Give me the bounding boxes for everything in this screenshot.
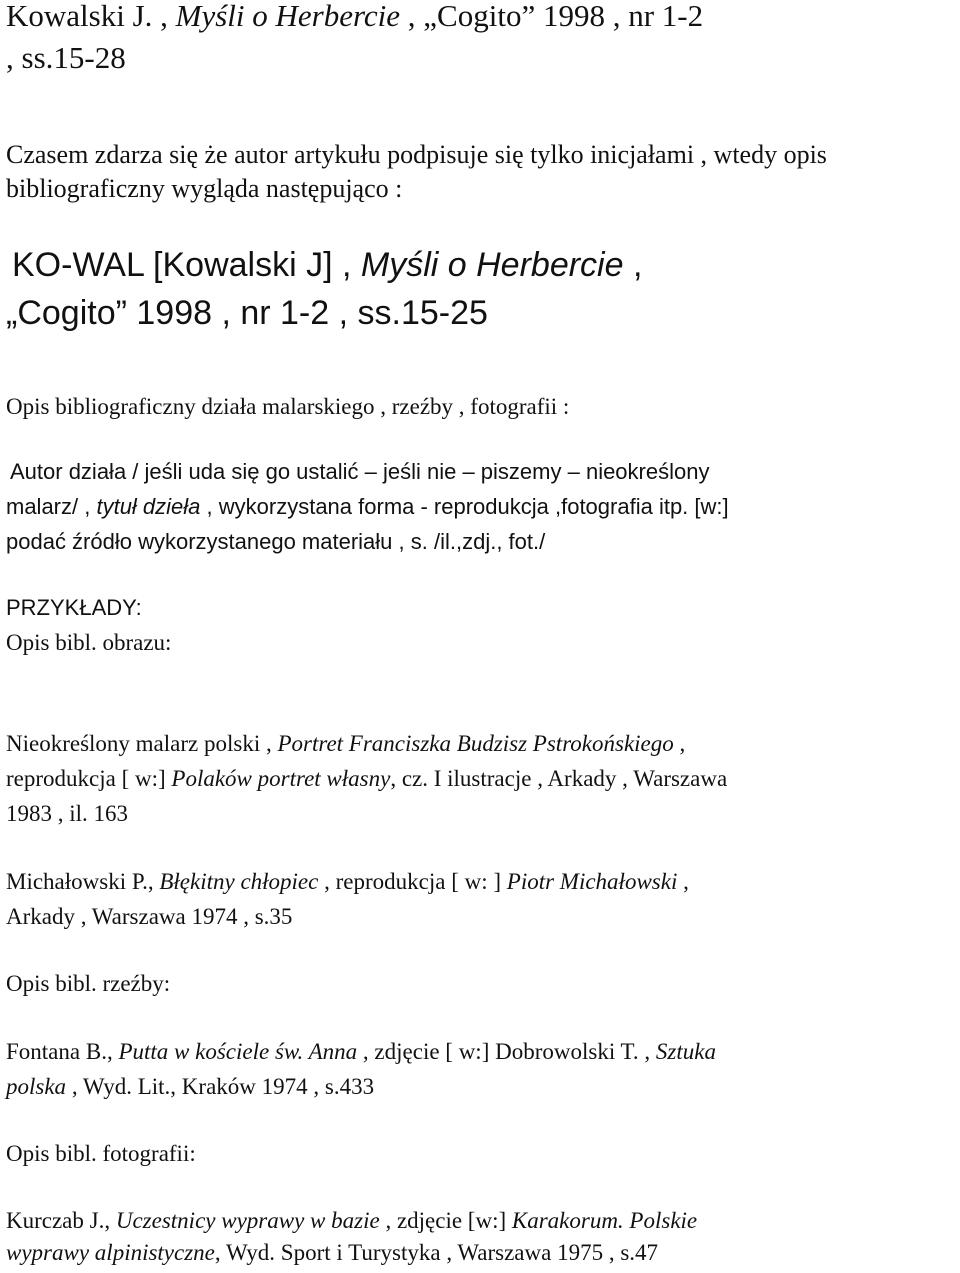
photo-ex-title: Uczestnicy wyprawy w bazie — [115, 1208, 380, 1233]
header-reference-line1 — [6, 0, 703, 34]
sculpture-ex-source-part2: polska — [6, 1074, 67, 1099]
painting-ex1-author: Nieokreślony malarz polski , — [6, 731, 278, 756]
sculpture-example-line2 — [6, 1074, 374, 1100]
art-rule-title: tytuł dzieła — [96, 494, 201, 519]
painting-ex1-publisher: , cz. I ilustracje , Arkady , Warszawa — [390, 766, 728, 791]
painting-ex1-sep: , — [673, 731, 686, 756]
sculpture-ex-author: Fontana B., — [6, 1039, 119, 1064]
sculpture-ex-form: , zdjęcie [ w:] Dobrowolski T. , — [357, 1039, 656, 1064]
photo-ex-author: Kurczab J., — [6, 1208, 116, 1233]
photo-example-line2 — [6, 1240, 658, 1266]
photo-ex-publisher: , Wyd. Sport i Turystyka , Warszawa 1975 , s.47 — [214, 1240, 659, 1265]
header-reference-line2: , ss.15-28 — [6, 40, 126, 75]
painting-example2-line2: Arkady , Warszawa 1974 , s.35 — [6, 904, 293, 929]
header-journal: , „Cogito” 1998 , nr 1-2 — [400, 0, 704, 33]
painting-ex2-source: Piotr Michałowski — [506, 869, 678, 894]
sculpture-example-line1 — [6, 1039, 716, 1065]
initials-example-line2: „Cogito” 1998 , nr 1-2 , ss.15-25 — [6, 294, 488, 332]
photo-ex-form: , zdjęcie [w:] — [379, 1208, 512, 1233]
header-title: Myśli o Herbercie — [175, 0, 401, 33]
initials-note-line2: bibliograficzny wygląda następująco : — [6, 174, 403, 203]
initials-example-line1 — [12, 246, 642, 285]
painting-example1-line2 — [6, 766, 727, 792]
photo-ex-source-part2: wyprawy alpinistyczne — [6, 1240, 215, 1265]
art-rule-line1: Autor działa / jeśli uda się go ustalić – jeśli nie – piszemy – nieokreślony — [10, 459, 710, 484]
painting-example2-line1 — [6, 869, 689, 895]
art-rule-line2 — [6, 494, 729, 520]
painting-ex1-title: Portret Franciszka Budzisz Pstrokońskiego — [277, 731, 674, 756]
painting-label: Opis bibl. obrazu: — [6, 630, 172, 655]
photo-example-line1 — [6, 1208, 697, 1234]
initials-example-sep: , — [623, 246, 643, 284]
sculpture-ex-title: Putta w kościele św. Anna — [118, 1039, 358, 1064]
photo-ex-source-part1: Karakorum. Polskie — [511, 1208, 698, 1233]
initials-note-line1: Czasem zdarza się że autor artykułu podpisuje się tylko inicjałami , wtedy opis — [6, 140, 827, 169]
painting-ex2-author: Michałowski P., — [6, 869, 160, 894]
initials-example-title: Myśli o Herbercie — [360, 246, 624, 284]
examples-label: PRZYKŁADY: — [6, 595, 142, 620]
sculpture-label: Opis bibl. rzeźby: — [6, 971, 171, 996]
painting-ex1-form: reprodukcja [ w:] — [6, 766, 172, 791]
painting-ex2-form: , reprodukcja [ w: ] — [318, 869, 507, 894]
art-rule-line3: podać źródło wykorzystanego materiału , s. /il.,zdj., fot./ — [6, 529, 546, 554]
header-author: Kowalski J. , — [6, 0, 176, 33]
sculpture-ex-publisher: , Wyd. Lit., Kraków 1974 , s.433 — [66, 1074, 375, 1099]
initials-example-author: KO-WAL [Kowalski J] , — [12, 246, 361, 284]
art-rule-author: malarz/ , — [6, 494, 97, 519]
sculpture-ex-source-part1: Sztuka — [655, 1039, 716, 1064]
painting-ex1-source: Polaków portret własny — [171, 766, 391, 791]
painting-ex2-title: Błękitny chłopiec — [159, 869, 319, 894]
painting-example1-line3: 1983 , il. 163 — [6, 801, 129, 826]
art-rule-form: , wykorzystana forma - reprodukcja ,fotografia itp. [w:] — [200, 494, 729, 519]
painting-ex2-sep: , — [677, 869, 689, 894]
photo-label: Opis bibl. fotografii: — [6, 1141, 196, 1166]
painting-example1-line1 — [6, 731, 685, 757]
art-description-heading: Opis bibliograficzny działa malarskiego , rzeźby , fotografii : — [6, 394, 570, 419]
